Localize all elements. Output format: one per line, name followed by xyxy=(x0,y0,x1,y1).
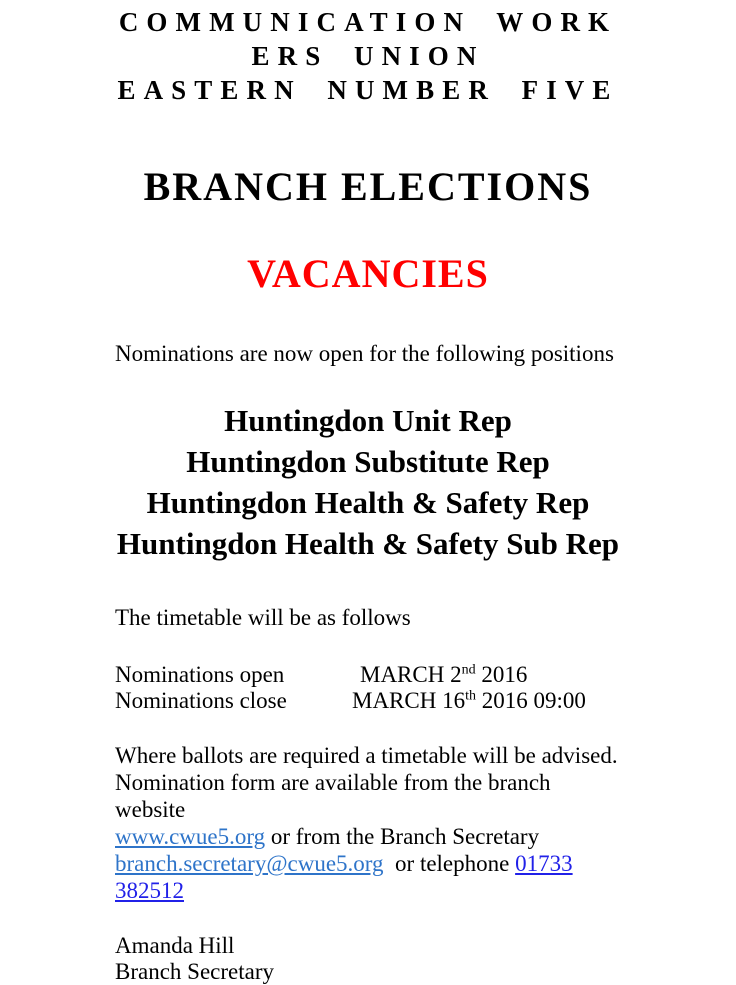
ballots-info-paragraph xyxy=(115,742,621,904)
branch-elections-title: BRANCH ELECTIONS xyxy=(143,164,593,209)
timetable xyxy=(115,662,736,714)
date-prefix: MARCH 2 xyxy=(360,662,462,687)
paragraph-text: Where ballots are required a timetable will be advised. xyxy=(115,743,618,768)
paragraph-text: Nomination form are available from the branch website xyxy=(115,770,551,822)
vacancies-title: VACANCIES xyxy=(247,251,489,296)
timetable-row-date xyxy=(352,688,586,714)
signature-title: Branch Secretary xyxy=(115,959,275,984)
positions-list xyxy=(0,400,736,564)
org-name-line-1: COMMUNICATION WORK xyxy=(118,7,618,37)
date-suffix: 2016 xyxy=(475,662,528,687)
telephone-link-part-2[interactable]: 382512 xyxy=(115,878,184,903)
org-name-header xyxy=(0,0,736,107)
intro-text: Nominations are now open for the following positions xyxy=(115,341,614,366)
date-suffix: 2016 09:00 xyxy=(476,688,586,713)
branch-website-link[interactable]: www.cwue5.org xyxy=(115,824,266,849)
timetable-row-label: Nominations close xyxy=(115,688,287,713)
position-item: Huntingdon Health & Safety Sub Rep xyxy=(116,526,620,561)
org-name-line-2: ERS UNION xyxy=(251,41,485,71)
timetable-row-nominations-close xyxy=(115,688,736,714)
paragraph-text: or telephone xyxy=(383,851,516,876)
paragraph-line xyxy=(115,823,621,850)
paragraph-line xyxy=(115,769,621,823)
paragraph-text: or from the Branch Secretary xyxy=(265,824,540,849)
timetable-row-label: Nominations open xyxy=(115,662,285,687)
date-ordinal: th xyxy=(465,688,476,704)
position-item: Huntingdon Substitute Rep xyxy=(186,444,550,479)
date-prefix: MARCH 16 xyxy=(352,688,466,713)
paragraph-line xyxy=(115,742,621,769)
org-name-line-3: EASTERN NUMBER FIVE xyxy=(117,75,619,105)
branch-secretary-email-link[interactable]: branch.secretary@cwue5.org xyxy=(115,851,384,876)
position-item: Huntingdon Health & Safety Rep xyxy=(146,485,590,520)
date-ordinal: nd xyxy=(461,662,476,678)
paragraph-line xyxy=(115,877,621,904)
timetable-row-nominations-open xyxy=(115,662,736,688)
signature-block xyxy=(115,933,736,985)
paragraph-line xyxy=(115,850,621,877)
telephone-link-part-1[interactable]: 01733 xyxy=(515,851,573,876)
signature-name: Amanda Hill xyxy=(115,933,235,958)
position-item: Huntingdon Unit Rep xyxy=(224,403,512,438)
timetable-heading: The timetable will be as follows xyxy=(115,605,411,630)
timetable-row-date xyxy=(352,662,527,688)
